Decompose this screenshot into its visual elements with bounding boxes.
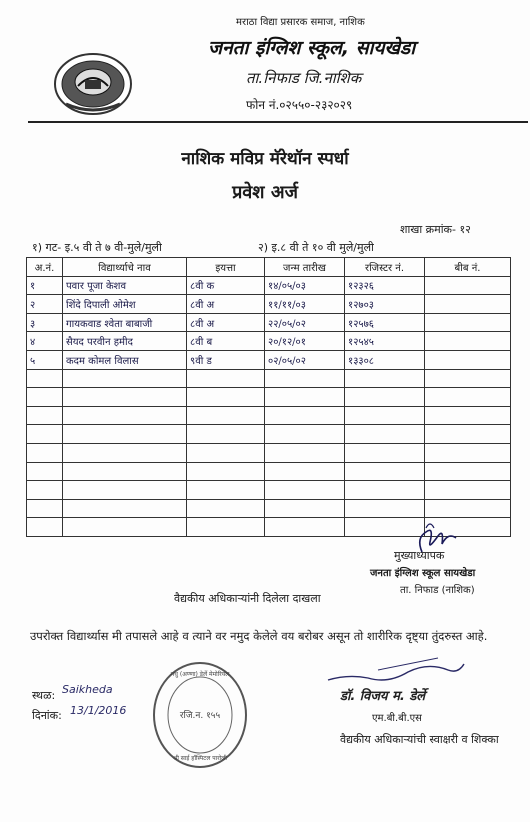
cell-empty <box>27 369 63 388</box>
table-row-empty <box>27 462 511 481</box>
cell-dob: २०/१२/०१ <box>265 332 345 351</box>
cell-empty <box>345 481 425 500</box>
cell-bib <box>425 332 511 351</box>
table-row-empty <box>27 406 511 425</box>
cell-empty <box>27 425 63 444</box>
cell-empty <box>265 481 345 500</box>
cell-register: १२३२६ <box>345 276 425 295</box>
place-label: स्थळ: <box>32 689 56 702</box>
cell-empty <box>187 406 265 425</box>
cell-bib <box>425 276 511 295</box>
cell-dob: १४/०५/०३ <box>265 276 345 295</box>
cell-empty <box>265 388 345 407</box>
cell-empty <box>345 425 425 444</box>
cell-serial: ४ <box>27 332 63 351</box>
svg-text:श्री साई हॉस्पिटल पारोली: श्री साई हॉस्पिटल पारोली <box>173 755 227 762</box>
certificate-title: वैद्यकीय अधिकाऱ्यांनी दिलेला दाखला <box>174 592 321 605</box>
table-row <box>27 295 511 314</box>
cell-empty <box>187 518 265 537</box>
table-row <box>27 350 511 369</box>
cell-name: सैयद परवीन हमीद <box>63 332 187 351</box>
cell-dob: ०२/०५/०२ <box>265 350 345 369</box>
hospital-stamp-icon <box>150 660 250 770</box>
cell-empty <box>63 388 187 407</box>
col-header-class: इयत्ता <box>187 258 265 277</box>
cell-empty <box>63 499 187 518</box>
doctor-degree: एम.बी.बी.एस <box>372 713 422 724</box>
table-row-empty <box>27 425 511 444</box>
cell-empty <box>187 425 265 444</box>
col-header-serial: अ.नं. <box>27 258 63 277</box>
header-divider <box>28 121 528 123</box>
cell-bib <box>425 295 511 314</box>
phone-line: फोन नं.०२५५०-२३२०२९ <box>246 98 353 112</box>
cell-empty <box>27 443 63 462</box>
school-emblem-icon <box>52 52 134 116</box>
cell-empty <box>345 388 425 407</box>
cell-register: १२५४५ <box>345 332 425 351</box>
branch-number: शाखा क्रमांक- १२ <box>400 223 471 236</box>
cell-register: १२७०३ <box>345 295 425 314</box>
cell-serial: ३ <box>27 313 63 332</box>
cell-empty <box>425 499 511 518</box>
cell-empty <box>265 369 345 388</box>
table-row-empty <box>27 369 511 388</box>
doctor-name: डॉ. विजय म. डेर्ले <box>340 689 426 704</box>
col-header-name: विद्यार्थ्याचे नाव <box>63 258 187 277</box>
cell-serial: ५ <box>27 350 63 369</box>
date-label: दिनांक: <box>32 709 62 722</box>
cell-empty <box>345 462 425 481</box>
cell-register: १३३०८ <box>345 350 425 369</box>
cell-empty <box>265 406 345 425</box>
form-title: नाशिक मविप्र मॅरेथॉन स्पर्धा <box>181 149 349 169</box>
cell-empty <box>27 388 63 407</box>
cell-name: कदम कोमल विलास <box>63 350 187 369</box>
table-row <box>27 313 511 332</box>
cell-empty <box>425 388 511 407</box>
cell-bib <box>425 313 511 332</box>
cell-empty <box>265 425 345 444</box>
cell-serial: २ <box>27 295 63 314</box>
certificate-body: उपरोक्त विद्यार्थ्यास मी तपासले आहे व त्याने वर नमुद केलेले वय बरोबर असून तो शारीरिक दृष्ट्या तुंदरुस्त आहे. <box>30 629 488 643</box>
school-name: जनता इंग्लिश स्कूल, सायखेडा <box>208 37 416 59</box>
doctor-signature-icon <box>318 650 468 690</box>
svg-text:रजि.न. १५५: रजि.न. १५५ <box>179 711 221 721</box>
cell-empty <box>187 462 265 481</box>
cell-empty <box>345 443 425 462</box>
cell-empty <box>63 369 187 388</box>
cell-empty <box>425 481 511 500</box>
cell-empty <box>27 518 63 537</box>
cell-empty <box>27 406 63 425</box>
cell-empty <box>265 462 345 481</box>
cell-empty <box>63 425 187 444</box>
cell-empty <box>345 406 425 425</box>
table-row <box>27 276 511 295</box>
col-header-dob: जन्म तारीख <box>265 258 345 277</box>
cell-empty <box>425 443 511 462</box>
cell-empty <box>187 499 265 518</box>
cell-empty <box>425 369 511 388</box>
cell-dob: ११/११/०३ <box>265 295 345 314</box>
cell-empty <box>425 406 511 425</box>
org-name: मराठा विद्या प्रसारक समाज, नाशिक <box>236 17 365 28</box>
cell-empty <box>265 518 345 537</box>
cell-empty <box>187 443 265 462</box>
date-value: 13/1/2016 <box>70 704 127 717</box>
svg-text:मधु (अण्णा) डेर्ले मेमोरियल: मधु (अण्णा) डेर्ले मेमोरियल <box>170 671 230 678</box>
cell-empty <box>187 369 265 388</box>
cell-dob: २२/०५/०२ <box>265 313 345 332</box>
col-header-bib: बीब नं. <box>425 258 511 277</box>
table-row-empty <box>27 481 511 500</box>
table-row-empty <box>27 388 511 407</box>
cell-empty <box>63 518 187 537</box>
cell-empty <box>265 499 345 518</box>
cell-name: गायकवाड श्वेता बाबाजी <box>63 313 187 332</box>
cell-empty <box>27 481 63 500</box>
place-value: Saikheda <box>62 683 113 696</box>
table-row <box>27 332 511 351</box>
cell-class: ८वी क <box>187 276 265 295</box>
table-header-row <box>27 258 511 277</box>
cell-class: ८वी अ <box>187 313 265 332</box>
cell-register: १२५७६ <box>345 313 425 332</box>
cell-empty <box>63 406 187 425</box>
cell-bib <box>425 350 511 369</box>
headmaster-taluka: ता. निफाड (नाशिक) <box>400 585 475 596</box>
cell-empty <box>27 499 63 518</box>
cell-empty <box>425 462 511 481</box>
group-2-label: २) इ.८ वी ते १० वी मुले/मुली <box>258 241 374 254</box>
cell-empty <box>345 499 425 518</box>
cell-empty <box>187 388 265 407</box>
cell-class: ९वी ड <box>187 350 265 369</box>
form-subtitle: प्रवेश अर्ज <box>232 182 298 203</box>
col-header-register: रजिस्टर नं. <box>345 258 425 277</box>
cell-name: पवार पूजा केशव <box>63 276 187 295</box>
cell-empty <box>63 481 187 500</box>
cell-empty <box>345 369 425 388</box>
cell-empty <box>265 443 345 462</box>
headmaster-school: जनता इंग्लिश स्कूल सायखेडा <box>370 568 476 579</box>
cell-class: ८वी ब <box>187 332 265 351</box>
cell-empty <box>63 443 187 462</box>
cell-serial: १ <box>27 276 63 295</box>
table-row-empty <box>27 443 511 462</box>
cell-name: शिंदे दिपाली ओमेश <box>63 295 187 314</box>
cell-empty <box>425 425 511 444</box>
taluka-line: ता.निफाड जि.नाशिक <box>246 69 362 87</box>
cell-empty <box>187 481 265 500</box>
cell-empty <box>63 462 187 481</box>
cell-class: ८वी अ <box>187 295 265 314</box>
headmaster-title: मुख्याध्यापक <box>394 549 445 562</box>
group-1-label: १) गट- इ.५ वी ते ७ वी-मुले/मुली <box>32 241 162 254</box>
doctor-role: वैद्यकीय अधिकाऱ्यांची स्वाक्षरी व शिक्का <box>340 733 499 746</box>
cell-empty <box>27 462 63 481</box>
table-row-empty <box>27 499 511 518</box>
entry-table <box>26 257 511 537</box>
